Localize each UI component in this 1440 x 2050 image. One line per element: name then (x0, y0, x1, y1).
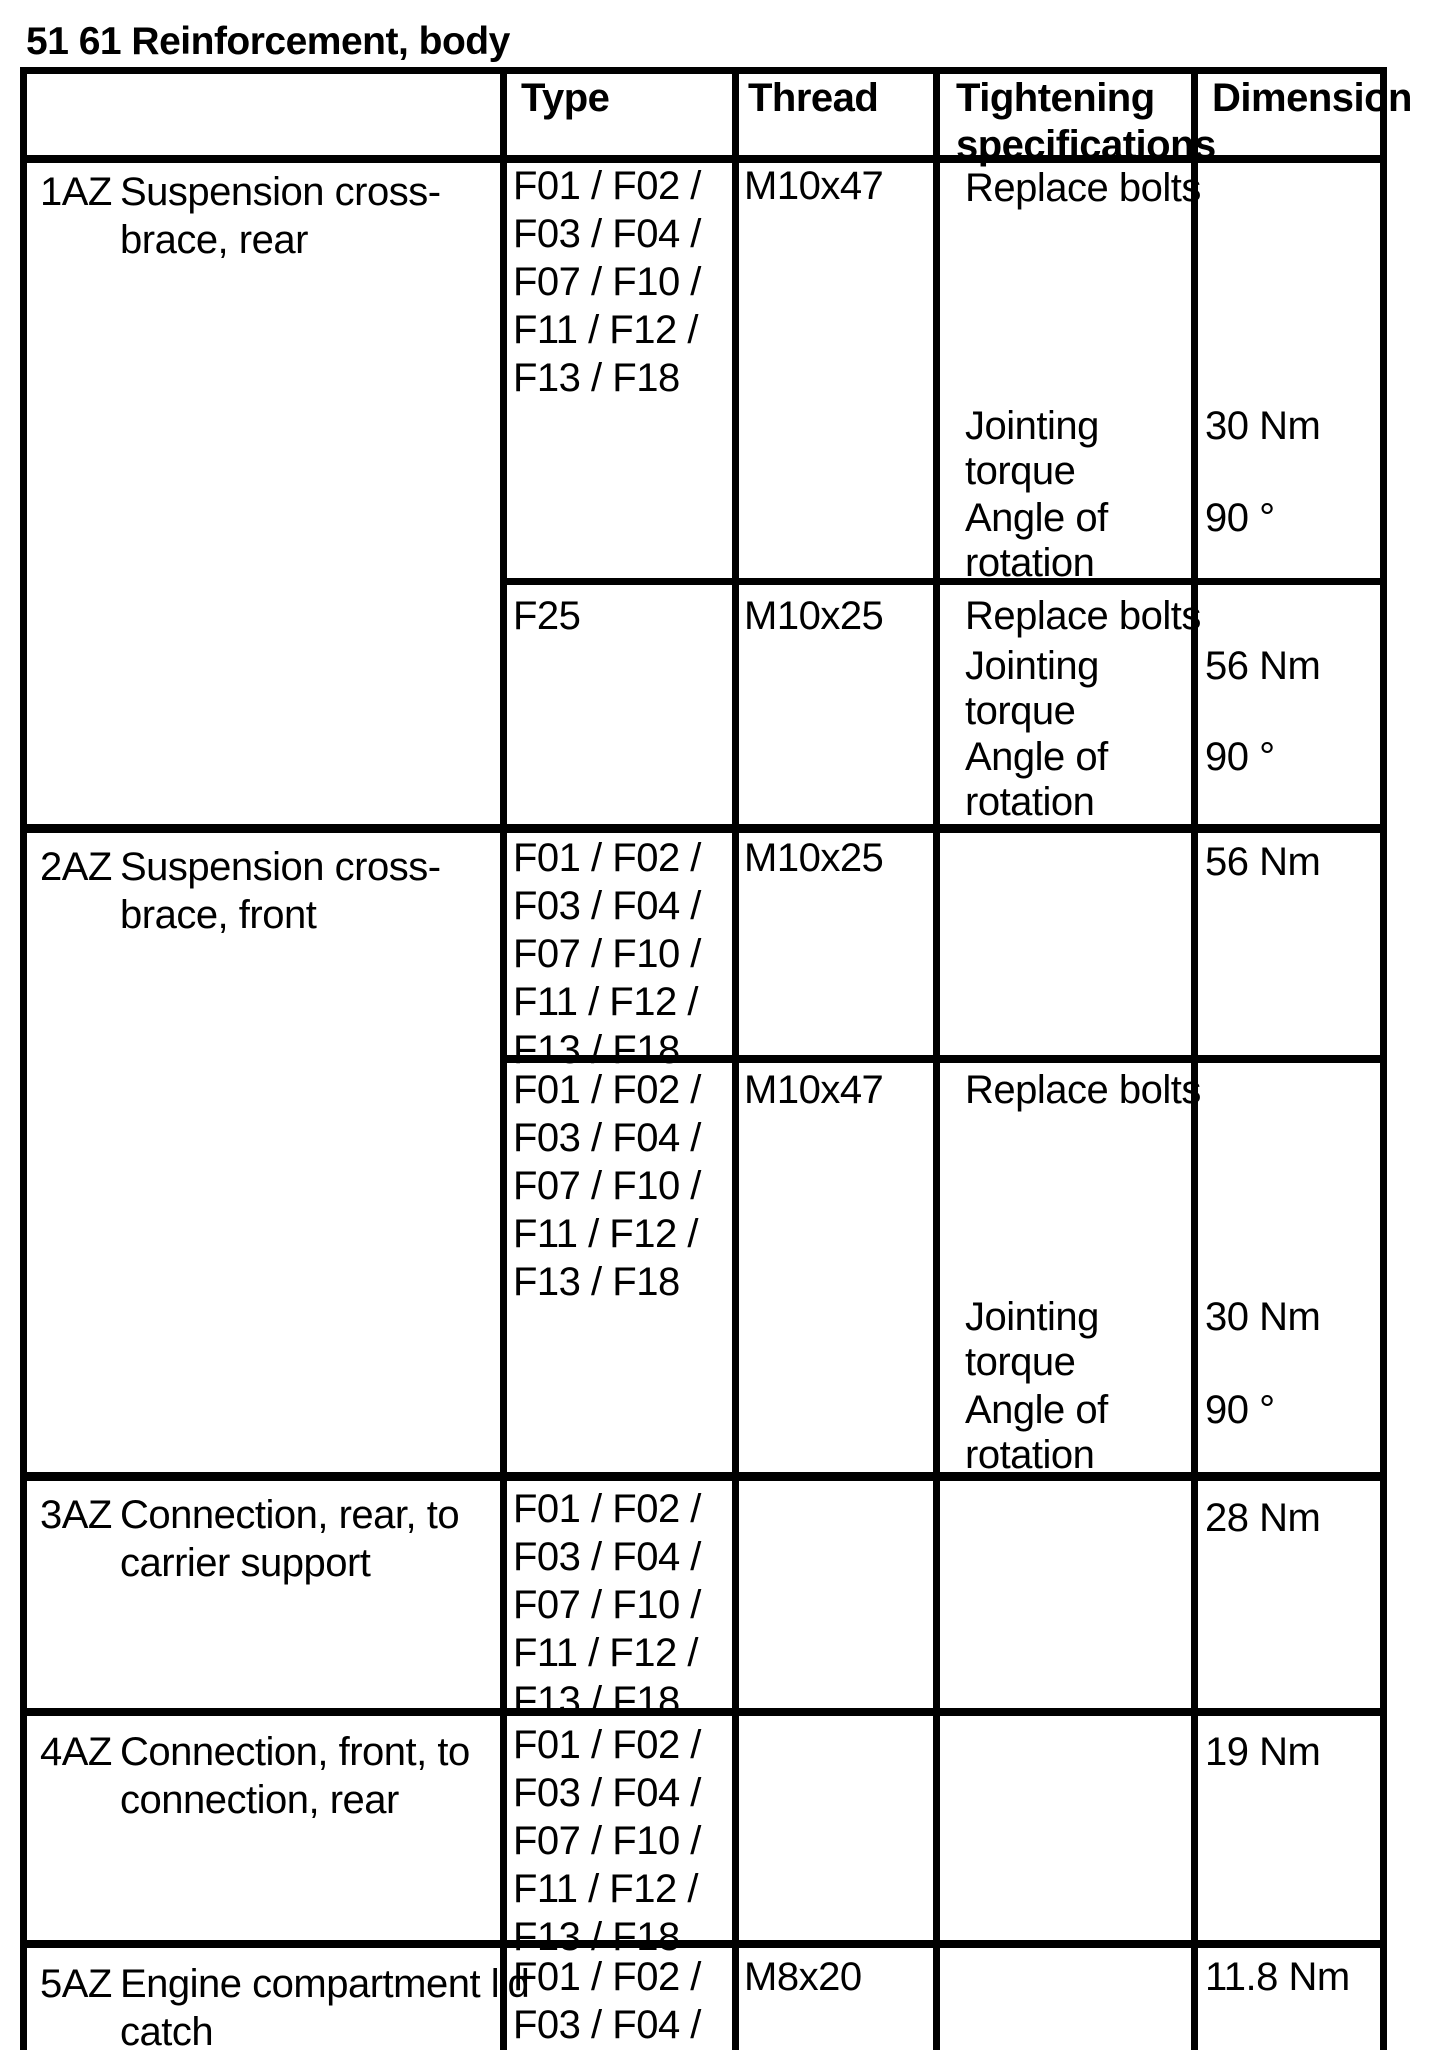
column-header-tightening-line2: specifications (956, 123, 1216, 167)
row-1az-code: 1AZ (40, 170, 112, 214)
column-header-tightening-line1: Tightening (956, 76, 1155, 120)
cell-rows-1-subs-0-types-4: F13 / F18 (513, 1028, 680, 1072)
cell-rows-0-subs-0-tightening-specs-0-label_lines-1: torque (965, 449, 1076, 493)
column-header-thread: Thread (748, 76, 879, 120)
row-divider-1az-2az (20, 824, 1387, 833)
cell-rows-0-subs-0-tightening-specs-1-label_lines-1: rotation (965, 541, 1095, 585)
cell-rows-1-subs-0-types-0: F01 / F02 / (513, 836, 701, 880)
cell-rows-1-subs-1-types-0: F01 / F02 / (513, 1068, 701, 1112)
row-2az-name-line2: brace, front (120, 893, 317, 937)
column-header-type: Type (521, 76, 610, 120)
cell-rows-1-subs-0-types-1: F03 / F04 / (513, 884, 701, 928)
cell-rows-1-subs-1-types-1: F03 / F04 / (513, 1116, 701, 1160)
row-1az-sub1-jointing-torque-value: 30 Nm (1205, 404, 1321, 448)
row-2az-code: 2AZ (40, 845, 112, 889)
row-3az-code: 3AZ (40, 1493, 112, 1537)
cell-rows-0-subs-0-types-4: F13 / F18 (513, 356, 680, 400)
cell-rows-3-subs-0-types-2: F07 / F10 / (513, 1819, 701, 1863)
row-3az-dimension: 28 Nm (1205, 1496, 1321, 1540)
row-4az-name-line2: connection, rear (120, 1778, 399, 1822)
page-title: 51 61 Reinforcement, body (26, 20, 510, 63)
row-1az-name-line1: Suspension cross- (120, 170, 441, 214)
row-2az-sub1-thread: M10x25 (744, 836, 884, 880)
row-1az-name-line2: brace, rear (120, 218, 308, 262)
cell-rows-4-subs-0-types-0: F01 / F02 / (513, 1955, 701, 1999)
row-1az-subrow-divider (500, 578, 1387, 585)
cell-rows-1-subs-0-types-2: F07 / F10 / (513, 932, 701, 976)
cell-rows-0-subs-0-types-3: F11 / F12 / (513, 308, 698, 352)
cell-rows-1-subs-0-types-3: F11 / F12 / (513, 980, 698, 1024)
cell-rows-3-subs-0-types-1: F03 / F04 / (513, 1771, 701, 1815)
row-5az-name-line2: catch (120, 2010, 214, 2050)
cell-rows-0-subs-0-types-2: F07 / F10 / (513, 260, 701, 304)
row-4az-code: 4AZ (40, 1730, 112, 1774)
row-2az-sub2-tightening-note: Replace bolts (965, 1068, 1201, 1112)
cell-rows-0-subs-1-tightening-specs-1-label_lines-0: Angle of (965, 735, 1108, 779)
cell-rows-0-subs-0-tightening-specs-1-label_lines-0: Angle of (965, 496, 1108, 540)
cell-rows-2-subs-0-types-0: F01 / F02 / (513, 1487, 701, 1531)
row-1az-sub2-angle-value: 90 ° (1205, 735, 1275, 779)
row-divider-2az-3az (20, 1472, 1387, 1481)
cell-rows-0-subs-1-types-0: F25 (513, 594, 581, 638)
row-5az-name-line1: Engine compartment lid (120, 1962, 530, 2006)
cell-rows-0-subs-1-tightening-specs-0-label_lines-0: Jointing (965, 644, 1099, 688)
row-divider-3az-4az (20, 1708, 1387, 1716)
row-5az-thread: M8x20 (744, 1955, 862, 1999)
row-2az-sub2-angle-value: 90 ° (1205, 1388, 1275, 1432)
cell-rows-1-subs-1-tightening-specs-0-label_lines-0: Jointing (965, 1295, 1099, 1339)
cell-rows-1-subs-1-types-3: F11 / F12 / (513, 1212, 698, 1256)
cell-rows-2-subs-0-types-3: F11 / F12 / (513, 1631, 698, 1675)
cell-rows-3-subs-0-types-0: F01 / F02 / (513, 1723, 701, 1767)
row-4az-name-line1: Connection, front, to (120, 1730, 470, 1774)
cell-rows-1-subs-1-tightening-specs-1-label_lines-0: Angle of (965, 1388, 1108, 1432)
table-border-top (20, 67, 1387, 74)
row-5az-code: 5AZ (40, 1962, 112, 2006)
cell-rows-4-subs-0-types-1: F03 / F04 / (513, 2003, 701, 2047)
row-1az-sub1-tightening-note: Replace bolts (965, 166, 1201, 210)
cell-rows-0-subs-0-types-1: F03 / F04 / (513, 212, 701, 256)
row-2az-sub2-jointing-torque-value: 30 Nm (1205, 1295, 1321, 1339)
cell-rows-0-subs-1-tightening-specs-0-label_lines-1: torque (965, 689, 1076, 733)
cell-rows-2-subs-0-types-2: F07 / F10 / (513, 1583, 701, 1627)
cell-rows-2-subs-0-types-1: F03 / F04 / (513, 1535, 701, 1579)
row-1az-sub2-thread: M10x25 (744, 594, 884, 638)
cell-rows-3-subs-0-types-3: F11 / F12 / (513, 1867, 698, 1911)
row-2az-name-line1: Suspension cross- (120, 845, 441, 889)
cell-rows-1-subs-1-tightening-specs-1-label_lines-1: rotation (965, 1433, 1095, 1477)
row-2az-sub2-thread: M10x47 (744, 1068, 884, 1112)
row-5az-dimension: 11.8 Nm (1205, 1955, 1350, 1999)
cell-rows-1-subs-1-tightening-specs-0-label_lines-1: torque (965, 1340, 1076, 1384)
cell-rows-2-subs-0-types-4: F13 / F18 (513, 1679, 680, 1723)
cell-rows-0-subs-1-tightening-specs-1-label_lines-1: rotation (965, 780, 1095, 824)
cell-rows-0-subs-0-types-0: F01 / F02 / (513, 164, 701, 208)
row-1az-sub1-angle-value: 90 ° (1205, 496, 1275, 540)
cell-rows-1-subs-1-types-2: F07 / F10 / (513, 1164, 701, 1208)
row-1az-sub2-tightening-note: Replace bolts (965, 594, 1201, 638)
table-border-left (20, 67, 27, 2050)
row-divider-4az-5az (20, 1940, 1387, 1948)
cell-rows-3-subs-0-types-4: F13 / F18 (513, 1915, 680, 1959)
cell-rows-0-subs-0-tightening-specs-0-label_lines-0: Jointing (965, 404, 1099, 448)
row-4az-dimension: 19 Nm (1205, 1730, 1321, 1774)
row-3az-name-line1: Connection, rear, to (120, 1493, 460, 1537)
row-1az-sub1-thread: M10x47 (744, 164, 884, 208)
row-2az-sub1-dimension: 56 Nm (1205, 840, 1321, 884)
column-header-dimension: Dimension (1212, 76, 1412, 120)
row-3az-name-line2: carrier support (120, 1541, 371, 1585)
cell-rows-1-subs-1-types-4: F13 / F18 (513, 1260, 680, 1304)
row-1az-sub2-jointing-torque-value: 56 Nm (1205, 644, 1321, 688)
